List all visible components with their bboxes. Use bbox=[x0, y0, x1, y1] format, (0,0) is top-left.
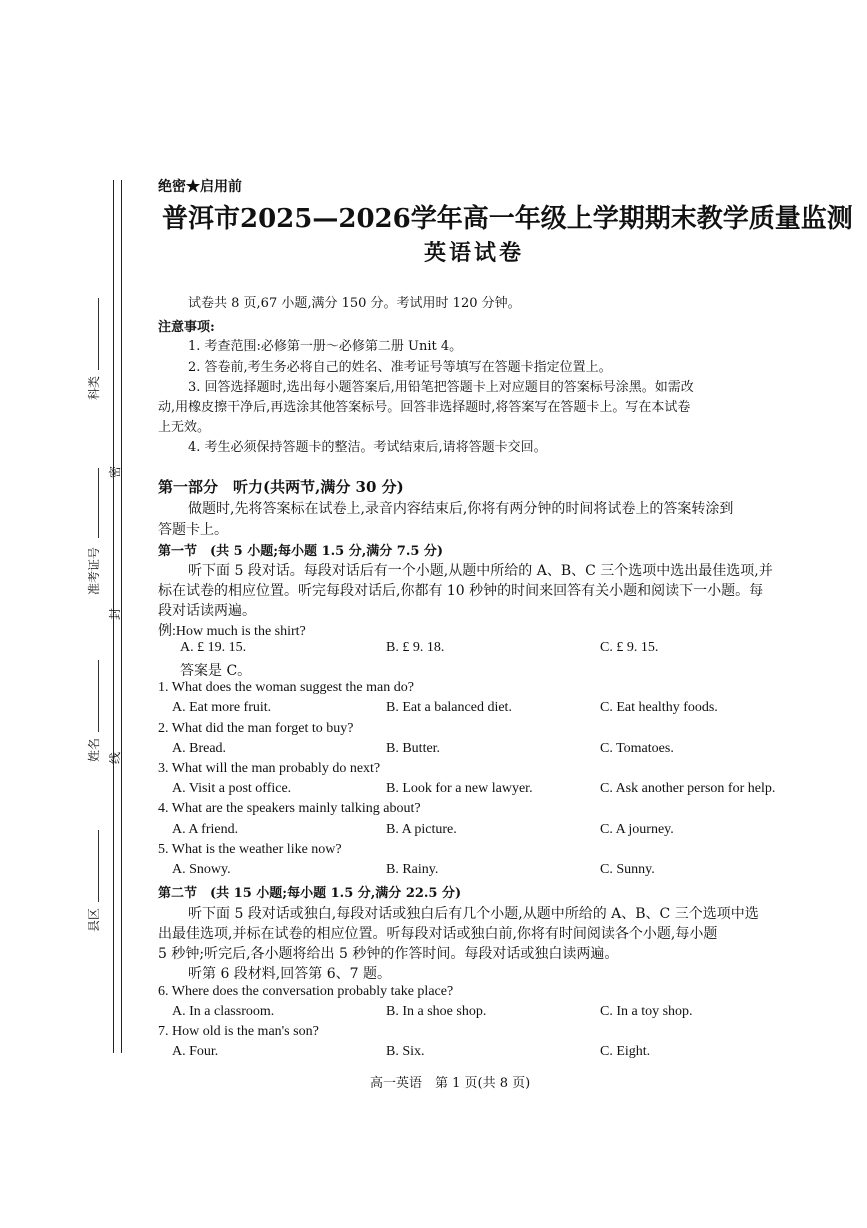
page-subtitle: 英语试卷 bbox=[424, 240, 525, 266]
option-a: A. Visit a post office. bbox=[172, 781, 292, 796]
field-line-county bbox=[98, 830, 99, 902]
margin-label-exam-number: 准考证号 bbox=[87, 546, 101, 595]
question: 1. What does the woman suggest the man do? bbox=[158, 680, 414, 695]
intro-line: 试卷共 8 页,67 小题,满分 150 分。考试用时 120 分钟。 bbox=[188, 296, 521, 311]
part1-heading: 第一部分 听力(共两节,满分 30 分) bbox=[158, 478, 404, 496]
seal-mark-mi: 密 bbox=[108, 465, 122, 478]
section1-desc: 段对话读两遍。 bbox=[158, 603, 256, 619]
option-c: C. A journey. bbox=[600, 822, 674, 837]
section1-desc: 标在试卷的相应位置。听完每段对话后,你都有 10 秒钟的时间来回答有关小题和阅读下一小题。每 bbox=[158, 583, 764, 599]
section2-desc: 听下面 5 段对话或独白,每段对话或独白后有几个小题,从题中所给的 A、B、C 三个选项中选 bbox=[188, 906, 759, 922]
question: 7. How old is the man's son? bbox=[158, 1024, 319, 1039]
secret-label: 绝密★启用前 bbox=[158, 179, 242, 195]
example-question: 例:How much is the shirt? bbox=[158, 624, 306, 639]
margin-label-county: 县区 bbox=[87, 907, 101, 932]
field-line-subject bbox=[98, 298, 99, 370]
page-footer: 高一英语 第 1 页(共 8 页) bbox=[370, 1076, 531, 1091]
section2-material: 听第 6 段材料,回答第 6、7 题。 bbox=[188, 966, 391, 982]
part1-desc: 答题卡上。 bbox=[158, 522, 228, 538]
seal-mark-xian: 线 bbox=[108, 751, 122, 764]
option-a: A. Eat more fruit. bbox=[172, 700, 272, 715]
example-option-c: C. £ 9. 15. bbox=[600, 640, 659, 655]
option-b: B. Six. bbox=[386, 1044, 425, 1059]
example-option-a: A. £ 19. 15. bbox=[180, 640, 247, 655]
question: 6. Where does the conversation probably take place? bbox=[158, 984, 454, 999]
option-a: A. Snowy. bbox=[172, 862, 231, 877]
note-item: 上无效。 bbox=[158, 420, 211, 435]
note-item: 2. 答卷前,考生务必将自己的姓名、准考证号等填写在答题卡指定位置上。 bbox=[188, 360, 612, 375]
note-item: 动,用橡皮擦干净后,再选涂其他答案标号。回答非选择题时,将答案写在答题卡上。写在本试卷 bbox=[158, 400, 691, 415]
section1-desc: 听下面 5 段对话。每段对话后有一个小题,从题中所给的 A、B、C 三个选项中选出最佳选项,并 bbox=[188, 563, 773, 579]
question: 4. What are the speakers mainly talking about? bbox=[158, 801, 421, 816]
option-c: C. Eat healthy foods. bbox=[600, 700, 718, 715]
option-b: B. A picture. bbox=[386, 822, 457, 837]
section2-heading: 第二节 (共 15 小题;每小题 1.5 分,满分 22.5 分) bbox=[158, 886, 462, 901]
option-a: A. A friend. bbox=[172, 822, 239, 837]
option-a: A. In a classroom. bbox=[172, 1004, 275, 1019]
option-b: B. Look for a new lawyer. bbox=[386, 781, 533, 796]
part1-desc: 做题时,先将答案标在试卷上,录音内容结束后,你将有两分钟的时间将试卷上的答案转涂到 bbox=[188, 501, 734, 517]
question: 5. What is the weather like now? bbox=[158, 842, 342, 857]
example-answer: 答案是 C。 bbox=[180, 663, 252, 679]
option-b: B. Rainy. bbox=[386, 862, 439, 877]
section2-desc: 出最佳选项,并标在试卷的相应位置。听每段对话或独白前,你将有时间阅读各个小题,每小题 bbox=[158, 926, 718, 942]
field-line-exam-number bbox=[98, 468, 99, 538]
option-c: C. Ask another person for help. bbox=[600, 781, 776, 796]
option-b: B. Butter. bbox=[386, 741, 441, 756]
margin-label-subject: 科类 bbox=[87, 375, 101, 400]
section1-heading: 第一节 (共 5 小题;每小题 1.5 分,满分 7.5 分) bbox=[158, 544, 444, 559]
note-item: 3. 回答选择题时,选出每小题答案后,用铅笔把答题卡上对应题目的答案标号涂黑。如需改 bbox=[188, 380, 694, 395]
option-a: A. Four. bbox=[172, 1044, 219, 1059]
option-c: C. Eight. bbox=[600, 1044, 651, 1059]
margin-label-name: 姓名 bbox=[87, 737, 101, 762]
option-b: B. Eat a balanced diet. bbox=[386, 700, 512, 715]
page-title: 普洱市2025—2026学年高一年级上学期期末教学质量监测 bbox=[162, 204, 853, 234]
option-c: C. In a toy shop. bbox=[600, 1004, 693, 1019]
option-a: A. Bread. bbox=[172, 741, 227, 756]
option-c: C. Sunny. bbox=[600, 862, 655, 877]
field-line-name bbox=[98, 660, 99, 732]
section2-desc: 5 秒钟;听完后,各小题将给出 5 秒钟的作答时间。每段对话或独白读两遍。 bbox=[158, 946, 619, 962]
notes-heading: 注意事项: bbox=[158, 320, 215, 335]
question: 3. What will the man probably do next? bbox=[158, 761, 381, 776]
option-c: C. Tomatoes. bbox=[600, 741, 674, 756]
seal-mark-feng: 封 bbox=[108, 607, 122, 620]
example-option-b: B. £ 9. 18. bbox=[386, 640, 445, 655]
note-item: 1. 考查范围:必修第一册～必修第二册 Unit 4。 bbox=[188, 339, 463, 354]
question: 2. What did the man forget to buy? bbox=[158, 721, 354, 736]
note-item: 4. 考生必须保持答题卡的整洁。考试结束后,请将答题卡交回。 bbox=[188, 440, 547, 455]
option-b: B. In a shoe shop. bbox=[386, 1004, 487, 1019]
